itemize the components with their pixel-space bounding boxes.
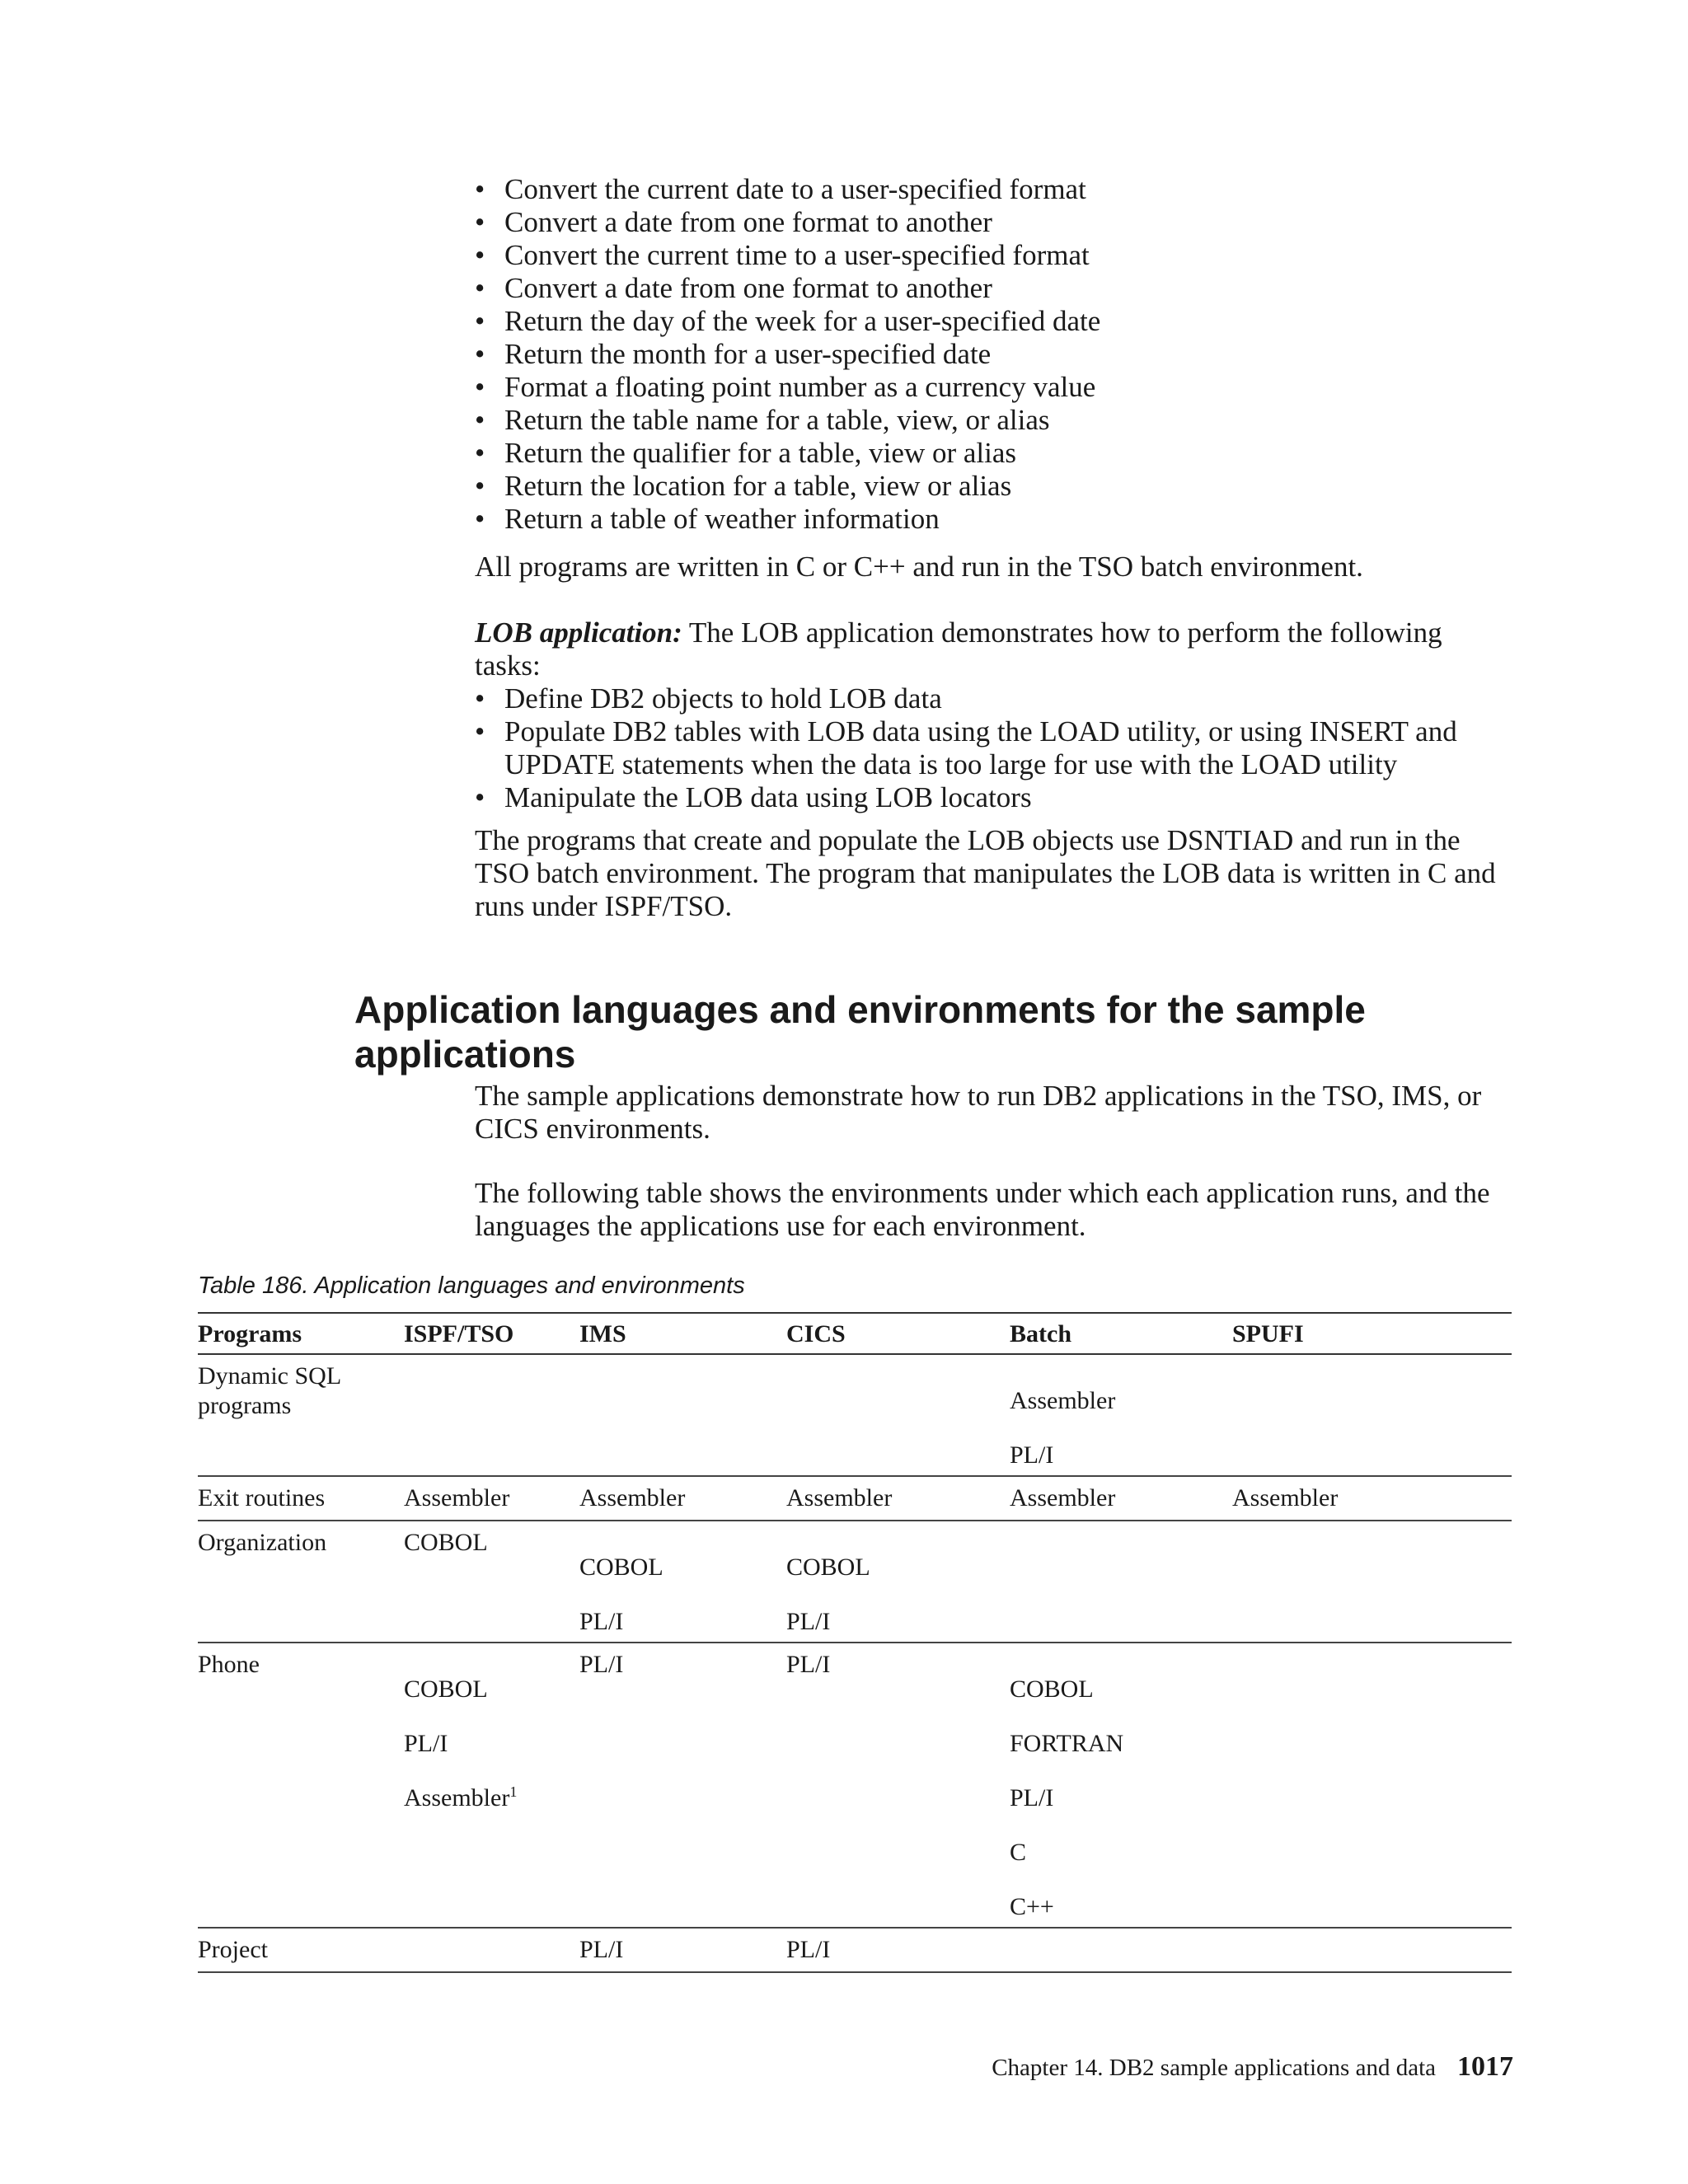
- page-footer: [956, 2050, 1513, 2084]
- cell-value: C: [1010, 1839, 1027, 1866]
- list-item: • Convert the current date to a user-specified format: [475, 173, 1515, 206]
- cell-value: FORTRAN: [1010, 1730, 1124, 1757]
- lob-intro: [475, 616, 1515, 682]
- list-item: • Return the qualifier for a table, view or alias: [475, 437, 1515, 470]
- lob-label: LOB application:: [475, 616, 682, 649]
- programs-paragraph: All programs are written in C or C++ and run in the TSO batch environment.: [475, 551, 1363, 583]
- footnote-marker: 1: [509, 1783, 518, 1800]
- lob-bullet-list: [475, 682, 1515, 814]
- column-header: CICS: [786, 1313, 1010, 1354]
- cics-cell: PL/I: [786, 1928, 1010, 1972]
- list-item: • Convert a date from one format to another: [475, 206, 1515, 239]
- list-item: • Manipulate the LOB data using LOB locators: [475, 781, 1515, 814]
- table-header-row: [198, 1313, 1512, 1354]
- cell-value: COBOL: [1010, 1675, 1094, 1703]
- column-header: SPUFI: [1232, 1313, 1512, 1354]
- list-item: • Convert the current time to a user-specified format: [475, 239, 1515, 272]
- cics-cell: Assembler: [786, 1476, 1010, 1521]
- batch-cell: [1010, 1354, 1232, 1476]
- list-item: • Return the day of the week for a user-specified date: [475, 305, 1515, 338]
- function-bullet-list: [475, 173, 1515, 536]
- table-caption: Table 186. Application languages and environments: [198, 1272, 745, 1299]
- ims-cell: PL/I: [579, 1928, 786, 1972]
- program-cell: Project: [198, 1928, 404, 1972]
- cics-cell: [786, 1521, 1010, 1643]
- ims-cell: PL/I: [579, 1643, 786, 1928]
- list-item: • Return the table name for a table, view, or alias: [475, 404, 1515, 437]
- cics-cell: PL/I: [786, 1643, 1010, 1928]
- section-paragraph-2: The following table shows the environments under which each application runs, and the languages the applications use for each environment.: [475, 1177, 1490, 1242]
- table-row: [198, 1643, 1512, 1928]
- cell-value: PL/I: [1010, 1441, 1054, 1469]
- program-cell: Dynamic SQL programs: [198, 1354, 404, 1476]
- cell-value: COBOL: [404, 1675, 488, 1703]
- column-header: IMS: [579, 1313, 786, 1354]
- table-row: [198, 1521, 1512, 1643]
- cell-value: Assembler$^1$: [404, 1783, 518, 1811]
- section-heading: Application languages and environments for the sample applications: [354, 988, 1366, 1076]
- list-item: • Format a floating point number as a currency value: [475, 371, 1515, 404]
- program-cell: Phone: [198, 1643, 404, 1928]
- list-item: • Define DB2 objects to hold LOB data: [475, 682, 1515, 715]
- page-number: 1017: [1457, 2051, 1513, 2082]
- cell-value: COBOL: [786, 1554, 870, 1581]
- table-row: [198, 1928, 1512, 1972]
- list-item: • Convert a date from one format to another: [475, 272, 1515, 305]
- column-header: Programs: [198, 1313, 404, 1354]
- list-item: • Populate DB2 tables with LOB data using the LOAD utility, or using INSERT and UPDATE statements when the data is too large for use with the LOAD utility: [475, 715, 1515, 781]
- list-item: • Return a table of weather information: [475, 503, 1515, 536]
- footer-chapter: Chapter 14. DB2 sample applications and data: [992, 2055, 1436, 2081]
- batch-cell: [1010, 1643, 1232, 1928]
- list-item: • Return the location for a table, view or alias: [475, 470, 1515, 503]
- cell-value: PL/I: [404, 1730, 448, 1757]
- lob-section: [475, 616, 1515, 923]
- ims-cell: Assembler: [579, 1476, 786, 1521]
- ispf-cell: [404, 1643, 579, 1928]
- program-cell: Exit routines: [198, 1476, 404, 1521]
- spufi-cell: Assembler: [1232, 1476, 1512, 1521]
- batch-cell: Assembler: [1010, 1476, 1232, 1521]
- languages-environments-table: [198, 1312, 1512, 1973]
- ispf-cell: Assembler: [404, 1476, 579, 1521]
- lob-intro-text: The LOB application demonstrates how to perform the following tasks:: [475, 616, 1442, 682]
- lob-closing-paragraph: The programs that create and populate the LOB objects use DSNTIAD and run in the TSO batch environment. The program that manipulates the LOB data is written in C and runs under ISPF/TSO.: [475, 824, 1496, 922]
- cell-value: Assembler: [1010, 1387, 1116, 1414]
- program-cell: Organization: [198, 1521, 404, 1643]
- ispf-cell: COBOL: [404, 1521, 579, 1643]
- cell-value: PL/I: [786, 1608, 831, 1635]
- list-item: • Return the month for a user-specified date: [475, 338, 1515, 371]
- cell-value: COBOL: [579, 1554, 663, 1581]
- cell-value: PL/I: [579, 1608, 624, 1635]
- section-paragraph-1: The sample applications demonstrate how to run DB2 applications in the TSO, IMS, or CICS environments.: [475, 1080, 1482, 1145]
- ims-cell: [579, 1521, 786, 1643]
- column-header: ISPF/TSO: [404, 1313, 579, 1354]
- cell-value: PL/I: [1010, 1784, 1054, 1811]
- table-row: [198, 1476, 1512, 1521]
- table-row: [198, 1354, 1512, 1476]
- cell-value: C++: [1010, 1893, 1054, 1920]
- column-header: Batch: [1010, 1313, 1232, 1354]
